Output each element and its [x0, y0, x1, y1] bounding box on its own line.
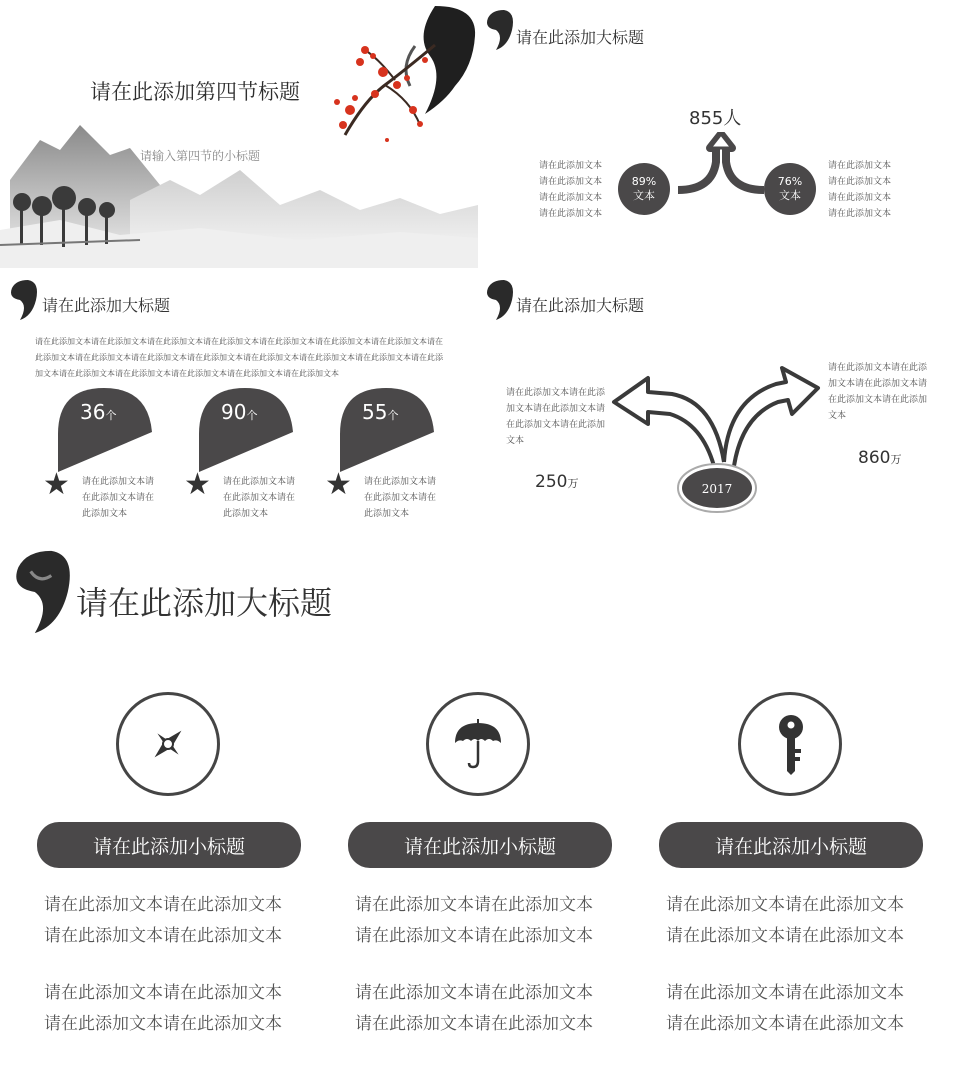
- section-subtitle: 请输入第四节的小标题: [140, 149, 261, 163]
- right-text-block: 请在此添加文本请在此添加文本请在此添加文本请在此添加文本请在此添加文本: [828, 363, 928, 421]
- text-line: 请在此添加文本请在此添加文本: [44, 895, 282, 915]
- item-text-1: 请在此添加文本请在此添加文本请在此添加文本: [82, 477, 155, 519]
- slide-section-cover: [0, 0, 478, 268]
- slide-drop-stats: [0, 272, 478, 540]
- slide-title: 请在此添加大标题: [516, 28, 645, 47]
- column-text-3: [666, 890, 946, 1040]
- text-line: 请在此添加文本请在此添加文本: [355, 1014, 593, 1034]
- text-line: 请在此添加文本请在此添加文本: [44, 926, 282, 946]
- text-line: 请在此添加文本请在此添加文本: [355, 926, 593, 946]
- right-value: 860万: [858, 448, 902, 468]
- top-value: 855人: [689, 108, 742, 129]
- star-icon: ★: [43, 467, 70, 502]
- slide-split-arrow: [482, 272, 960, 540]
- plum-blossom-illustration: [325, 40, 445, 150]
- right-text-line: 请在此添加文本: [828, 161, 892, 171]
- left-value: 250万: [535, 472, 579, 492]
- year-label: 2017: [701, 482, 733, 496]
- column-heading-2: 请在此添加小标题: [348, 822, 612, 868]
- right-text-line: 请在此添加文本: [828, 193, 892, 203]
- section-title: 请在此添加第四节标题: [90, 80, 300, 104]
- item-value-3: 55个: [362, 400, 399, 424]
- slide-three-columns: [0, 544, 960, 1084]
- left-text-block: [539, 158, 602, 222]
- left-text-line: 请在此添加文本: [539, 209, 603, 219]
- slide-arrow-stats: [482, 0, 960, 268]
- text-line: 请在此添加文本请在此添加文本: [666, 983, 904, 1003]
- text-line: 请在此添加文本请在此添加文本: [355, 895, 593, 915]
- item-value-1: 36个: [80, 400, 117, 424]
- item-text-2: 请在此添加文本请在此添加文本请在此添加文本: [223, 477, 296, 519]
- right-text-line: 请在此添加文本: [828, 177, 892, 187]
- star-icon: ★: [325, 467, 352, 502]
- text-line: 请在此添加文本请在此添加文本: [355, 983, 593, 1003]
- slide-title: 请在此添加大标题: [516, 296, 645, 315]
- left-text-line: 请在此添加文本: [539, 161, 603, 171]
- text-line: 请在此添加文本请在此添加文本: [666, 1014, 904, 1034]
- text-line: 请在此添加文本请在此添加文本: [666, 895, 904, 915]
- right-stat-label: 文本: [779, 189, 801, 202]
- intro-paragraph: 请在此添加文本请在此添加文本请在此添加文本请在此添加文本请在此添加文本请在此添加文本请在此添加文本请在此添加文本请在此添加文本请在此添加文本请在此添加文本请在此添加文本请在此添加文本请在此添加文本请在此添加文本请在此添加文本请在此添加文本请在此添加文本请在此添加文本请在此添加文本: [35, 337, 443, 378]
- icon-ring: [116, 692, 220, 796]
- text-line: 请在此添加文本请在此添加文本: [666, 926, 904, 946]
- slide-title: 请在此添加大标题: [76, 584, 333, 622]
- text-line: 请在此添加文本请在此添加文本: [44, 983, 282, 1003]
- merge-arrow-graphic: [676, 132, 766, 196]
- column-text-2: [355, 890, 635, 1040]
- star-icon: ★: [184, 467, 211, 502]
- text-line: 请在此添加文本请在此添加文本: [44, 1014, 282, 1034]
- right-text-block: [828, 158, 891, 222]
- column-heading-3: 请在此添加小标题: [659, 822, 923, 868]
- column-heading-1: 请在此添加小标题: [37, 822, 301, 868]
- icon-ring: [738, 692, 842, 796]
- umbrella-icon: [451, 717, 505, 771]
- left-stat-label: 文本: [633, 189, 655, 202]
- right-text-line: 请在此添加文本: [828, 209, 892, 219]
- item-text-3: 请在此添加文本请在此添加文本请在此添加文本: [364, 477, 437, 519]
- ink-drop-icon: [482, 278, 516, 322]
- left-text-block: 请在此添加文本请在此添加文本请在此添加文本请在此添加文本请在此添加文本: [506, 388, 606, 446]
- ink-drop-icon: [482, 8, 516, 52]
- slide-title: 请在此添加大标题: [42, 296, 171, 315]
- left-stat-circle: [618, 163, 670, 215]
- right-stat-percent: 76%: [777, 175, 803, 188]
- item-value-2: 90个: [221, 400, 258, 424]
- right-stat-circle: [764, 163, 816, 215]
- left-text-line: 请在此添加文本: [539, 177, 603, 187]
- left-text-line: 请在此添加文本: [539, 193, 603, 203]
- compass-icon: [143, 719, 193, 769]
- key-icon: [769, 713, 813, 775]
- ink-drop-icon: [6, 544, 76, 640]
- icon-ring: [426, 692, 530, 796]
- left-stat-percent: 89%: [631, 175, 657, 188]
- ink-drop-icon: [6, 278, 40, 322]
- column-text-1: [44, 890, 324, 1040]
